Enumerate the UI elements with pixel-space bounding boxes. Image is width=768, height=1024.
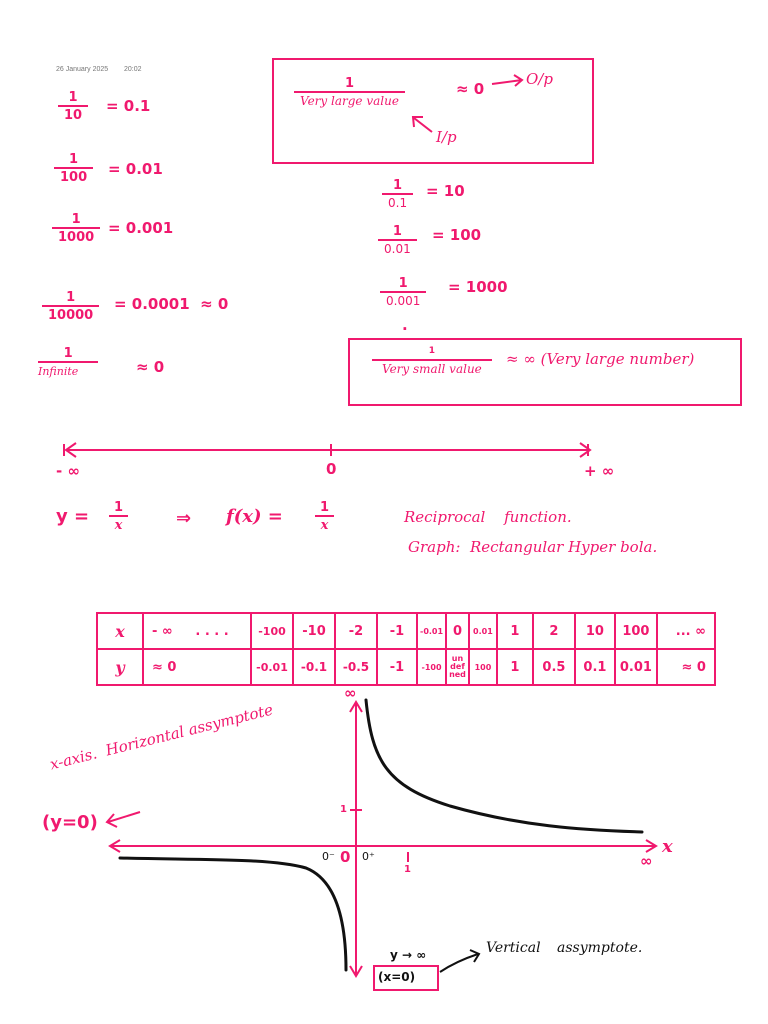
left-result-1: = 0.1	[106, 97, 151, 115]
vertical-asymptote-arrow	[440, 950, 479, 972]
coordinate-axes	[110, 702, 656, 976]
right-fraction-2: $\frac{1}{0.01}$	[378, 224, 417, 257]
note-date: 26 January 2025	[56, 66, 109, 73]
number-line	[64, 443, 590, 457]
table-cell: -1	[377, 613, 417, 649]
table-cell: ≈ 0	[143, 649, 251, 685]
implies-arrow: ⇒	[176, 508, 192, 529]
table-cell: 0	[446, 613, 469, 649]
small-value-fraction: 1 Very small value	[372, 344, 492, 377]
number-line-center: 0	[326, 460, 337, 478]
left-result-2: = 0.01	[108, 160, 163, 178]
input-label: I/p	[436, 128, 457, 146]
large-value-fraction: 1 Very large value	[294, 76, 405, 109]
y-fraction: $\frac{1}{x}$	[108, 500, 129, 533]
origin-label: 0	[340, 848, 351, 866]
y-equals: y =	[56, 506, 90, 527]
left-result-5: ≈ 0	[136, 358, 165, 376]
right-fraction-1: $\frac{1}{0.1}$	[382, 178, 413, 211]
table-cell: -0.01	[417, 613, 446, 649]
f-fraction: $\frac{1}{x}$	[314, 500, 335, 533]
table-cell: 10	[575, 613, 615, 649]
table-cell: -10	[293, 613, 335, 649]
table-cell: 0.01	[615, 649, 657, 685]
horizontal-asymptote-label: x-axis. Horizontal assymptote	[48, 700, 275, 774]
table-cell: 0.5	[533, 649, 575, 685]
table-header-y: y	[97, 649, 143, 685]
note-time: 20:02	[124, 66, 142, 73]
left-fraction-2: $\frac{1}{100}$	[54, 152, 93, 185]
x-axis-label: x	[662, 836, 673, 857]
table-cell: 0.1	[575, 649, 615, 685]
left-fraction-3: $\frac{1}{1000}$	[52, 212, 100, 245]
right-result-3: = 1000	[448, 278, 508, 296]
table-cell: 1	[497, 649, 533, 685]
x-one-label: 1	[404, 864, 411, 875]
number-line-right: + ∞	[584, 462, 615, 480]
output-arrow	[492, 75, 522, 86]
x-eq-0-label: (x=0)	[378, 970, 416, 984]
table-cell: ... ∞	[657, 613, 715, 649]
x-axis-infinity-label: ∞	[640, 852, 653, 870]
table-cell: -100	[251, 613, 293, 649]
table-cell: 100	[469, 649, 497, 685]
continuation-dot: .	[402, 316, 408, 334]
left-fraction-5: 1 Infinite	[38, 346, 98, 379]
large-value-approx: ≈ 0	[456, 80, 485, 98]
right-result-1: = 10	[426, 182, 465, 200]
output-label: O/p	[526, 70, 553, 88]
left-result-4: = 0.0001 ≈ 0	[114, 295, 229, 313]
table-cell: - ∞ . . . .	[143, 613, 251, 649]
table-cell: -0.01	[251, 649, 293, 685]
table-header-x: x	[97, 613, 143, 649]
vertical-asymptote-label: Vertical assymptote.	[486, 940, 643, 956]
table-cell: -2	[335, 613, 377, 649]
table-cell: 1	[497, 613, 533, 649]
table-cell: -100	[417, 649, 446, 685]
table-cell: -0.1	[293, 649, 335, 685]
table-cell: un def ned	[446, 649, 469, 685]
left-fraction-1: $\frac{1}{10}$	[58, 90, 88, 123]
y-eq-0-label: (y=0)	[42, 812, 98, 833]
input-arrow	[413, 117, 432, 132]
y-one-label: 1	[340, 804, 347, 815]
hyperbola-curve	[120, 700, 642, 970]
number-line-left: - ∞	[56, 462, 80, 480]
table-cell: 0.01	[469, 613, 497, 649]
graph-name: Graph: Rectangular Hyper bola.	[408, 538, 658, 556]
y-axis-infinity-label: ∞	[344, 684, 357, 702]
horizontal-asymptote-arrow	[107, 812, 140, 827]
right-result-2: = 100	[432, 226, 482, 244]
table-cell: ≈ 0	[657, 649, 715, 685]
zero-plus-label: 0⁺	[362, 850, 375, 863]
small-value-approx: ≈ ∞ (Very large number)	[506, 350, 695, 368]
left-fraction-4: $\frac{1}{10000}$	[42, 290, 99, 323]
table-cell: -1	[377, 649, 417, 685]
table-cell: -0.5	[335, 649, 377, 685]
function-name: Reciprocal function.	[404, 508, 572, 526]
f-of-x-equals: f(x) =	[226, 506, 283, 527]
y-to-infinity-label: y → ∞	[390, 948, 427, 962]
zero-minus-label: 0⁻	[322, 850, 335, 863]
table-cell: 2	[533, 613, 575, 649]
left-result-3: = 0.001	[108, 219, 174, 237]
table-cell: 100	[615, 613, 657, 649]
right-fraction-3: $\frac{1}{0.001}$	[380, 276, 426, 309]
